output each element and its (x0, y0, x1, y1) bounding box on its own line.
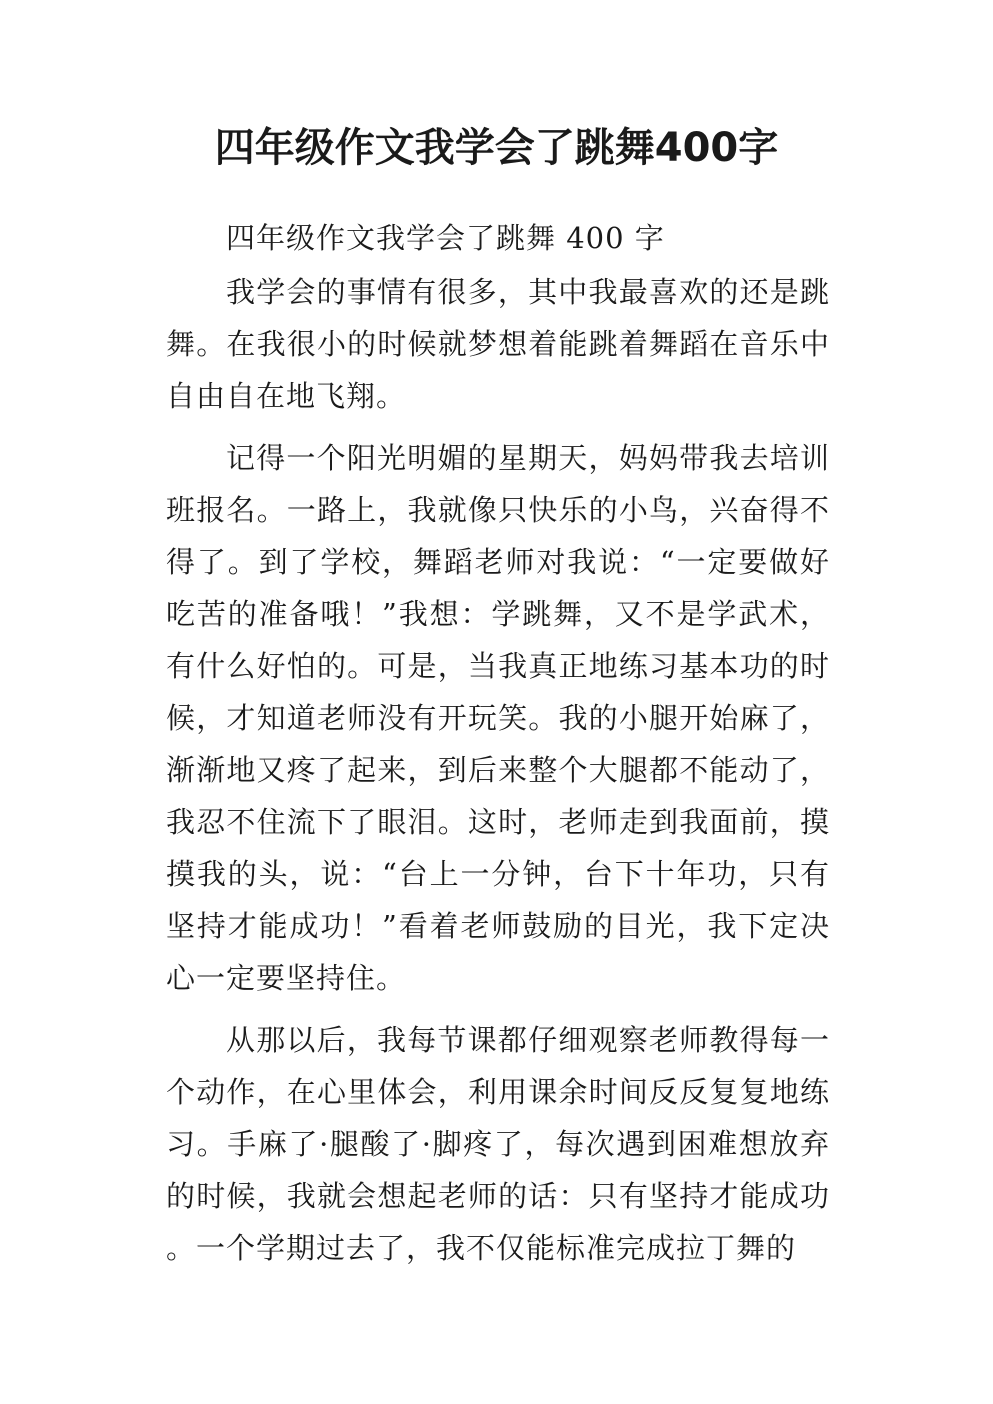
document-subtitle: 四年级作文我学会了跳舞 400 字 (226, 221, 665, 255)
document-title: 四年级作文我学会了跳舞400字 (214, 125, 779, 171)
document-body (166, 212, 830, 1284)
paragraph-3: 从那以后，我每节课都仔细观察老师教得每一个动作，在心里体会，利用课余时间反反复复地练习。手麻了·腿酸了·脚疼了，每次遇到困难想放弃的时候，我就会想起老师的话：只有坚持才能成功。一个学期过去了，我不仅能标准完成拉丁舞的 (166, 1023, 830, 1265)
paragraph-1: 我学会的事情有很多，其中我最喜欢的还是跳舞。在我很小的时候就梦想着能跳着舞蹈在音乐中自由自在地飞翔。 (166, 275, 830, 413)
paragraph-2: 记得一个阳光明媚的星期天，妈妈带我去培训班报名。一路上，我就像只快乐的小鸟，兴奋得不得了。到了学校，舞蹈老师对我说：“一定要做好吃苦的准备哦！”我想：学跳舞，又不是学武术，有什么好怕的。可是，当我真正地练习基本功的时候，才知道老师没有开玩笑。我的小腿开始麻了，渐渐地又疼了起来，到后来整个大腿都不能动了，我忍不住流下了眼泪。这时，老师走到我面前，摸摸我的头，说：“台上一分钟，台下十年功，只有坚持才能成功！”看着老师鼓励的目光，我下定决心一定要坚持住。 (166, 441, 830, 995)
